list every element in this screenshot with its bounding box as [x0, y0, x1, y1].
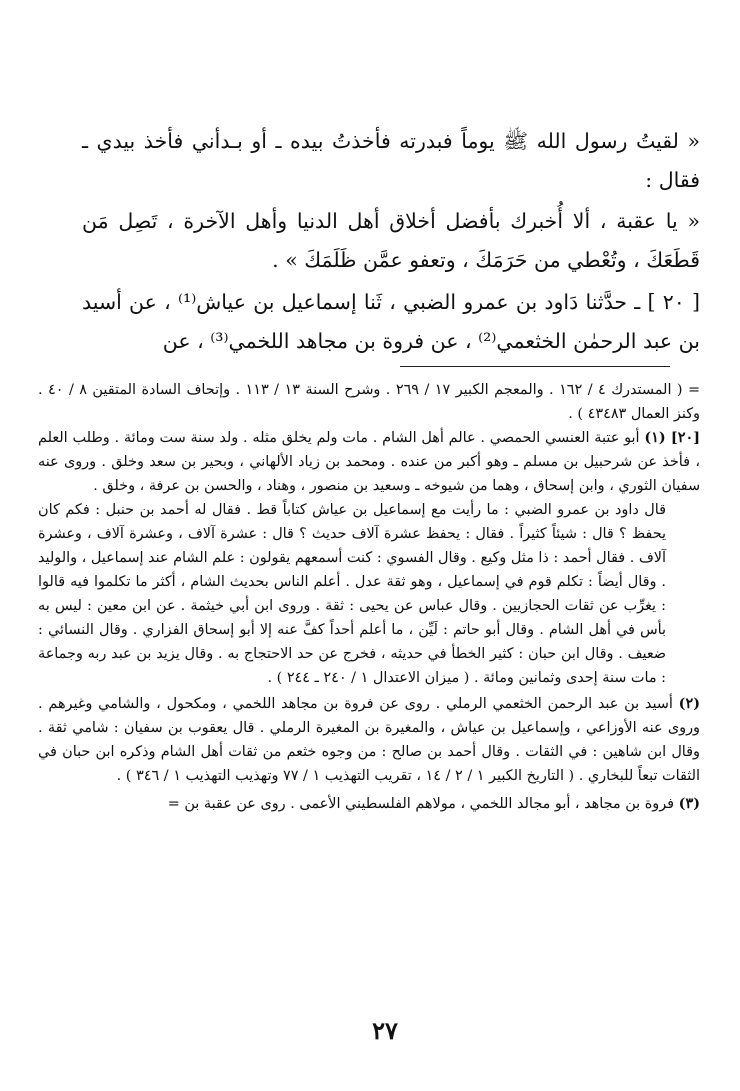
- footnote-continuation: = ( المستدرك ٤ / ١٦٢ . والمعجم الكبير ١٧ / ٢٦٩ . وشرح السنة ١٣ / ١١٣ . وإتحاف السادة المتقين ٨ / ٤٠ . وكنز العمال ٤٣٤٨٣ ) .: [38, 382, 701, 422]
- footnote-2: [38, 692, 700, 788]
- footnote-3-text: فروة بن مجاهد ، أبو مجالد اللخمي ، مولاهم الفلسطيني الأعمى . روى عن عقبة بن =: [167, 796, 675, 812]
- footnote-2-text: أسيد بن عبد الرحمن الخثعمي الرملي . روى عن فروة بن مجاهد اللخمي ، ومكحول ، والشامي وغيرهم . وروى عنه الأوزاعي ، وإسماعيل بن عياش ، والمغيرة بن المغيرة الرملي . قال يعقوب بن سفيان : شامي ثقة . وقال ابن شاهين : في الثقات . وقال أحمد بن صالح : من وجوه خثعم من ثقات أهل الشام وذكره ابن حبان في الثقات تبعاً للبخاري . ( التاريخ الكبير ١ / ٢ / ١٤ ، تقريب التهذيب ١ / ٧٧ وتهذيب التهذيب ١ / ٣٤٦ ) .: [38, 696, 700, 784]
- hadith-isnad: [ ٢٠ ] ـ حدَّثنا دَاود بن عمرو الضبي ، ثَنا إسماعيل بن عياش⁽¹⁾ ، عن أسيد بن عبد الرحمٰن الخثعمي⁽²⁾ ، عن فروة بن مجاهد اللخمي⁽³⁾ ، عن: [82, 290, 701, 353]
- footnote-1-commentary: قال داود بن عمرو الضبي : ما رأيت مع إسماعيل بن عياش كتاباً قط . فقال له أحمد بن حنبل : فكم كان يحفظ ؟ قال : شيئاً كثيراً . فقال : يحفظ عشرة آلاف حديث ؟ قال : عشرة آلاف ، وعشرة آلاف ، وعشرة آلاف . فقال أحمد : ذا مثل وكيع . وقال الفسوي : كنت أسمعهم يقولون : علم الشام عند إسماعيل ، والوليد . وقال أيضاً : تكلم قوم في إسماعيل ، وهو ثقة عدل . أعلم الناس بحديث الشام ، أكثر ما تكلموا فيه قالوا : يغرِّب عن ثقات الحجازيين . وقال عباس عن يحيى : ثقة . وروى ابن أبي خيثمة . عن ابن معين : ليس به بأس في أهل الشام . وقال أبو حاتم : لَيِّن ، ما أعلم أحداً كفَّ عنه إلا أبو إسحاق الفزاري . وقال النسائي : ضعيف . وقال ابن حبان : كثير الخطأ في حديثه ، فخرج عن حد الاحتجاج به . وقال يزيد بن عبد ربه وجماعة : مات سنة إحدى وثمانين ومائة . ( ميزان الاعتدال ١ / ٢٤٠ ـ ٢٤٤ ) .: [38, 502, 666, 686]
- footnote-3-marker: (٣): [678, 795, 700, 812]
- footnote-3: [38, 792, 700, 816]
- hadith-text-line: « لقيتُ رسول الله ﷺ يوماً فبدرته فأخذتُ بيده ـ أو بـدأني فأخذ بيدي ـ فقال :: [82, 129, 700, 192]
- footnote-2-marker: (٢): [678, 695, 701, 712]
- footnote-1-marker: [٢٠] (١): [644, 429, 701, 446]
- hadith-text-quote: « يا عقبة ، ألا أُخبرك بأفضل أخلاق أهل الدنيا وأهل الآخرة ، تَصِل مَن قَطَعَكَ ، وتُعْطي من حَرَمَكَ ، وتعفو عمَّن ظَلَمَكَ » .: [82, 209, 700, 272]
- footnote-1: [38, 426, 700, 690]
- page-number: ٢٧: [372, 1016, 398, 1045]
- footnote-1-bio: أبو عتبة العنسي الحمصي . عالم أهل الشام . مات ولم يخلق مثله . ولد سنة ست ومائة . وطلب العلم ، فأخذ عن شرحبيل بن مسلم ـ وهو أكبر من عنده . ومحمد بن زياد الألهاني ، وبحير بن سعد وخلق . وروى عنه سفيان الثوري ، وابن إسحاق ، وهما من شيوخه ـ وسعيد بن منصور ، وهناد ، والحسن بن عرفة ، وخلق .: [38, 430, 700, 494]
- footnote-separator: [400, 366, 670, 367]
- footnotes: [38, 378, 700, 816]
